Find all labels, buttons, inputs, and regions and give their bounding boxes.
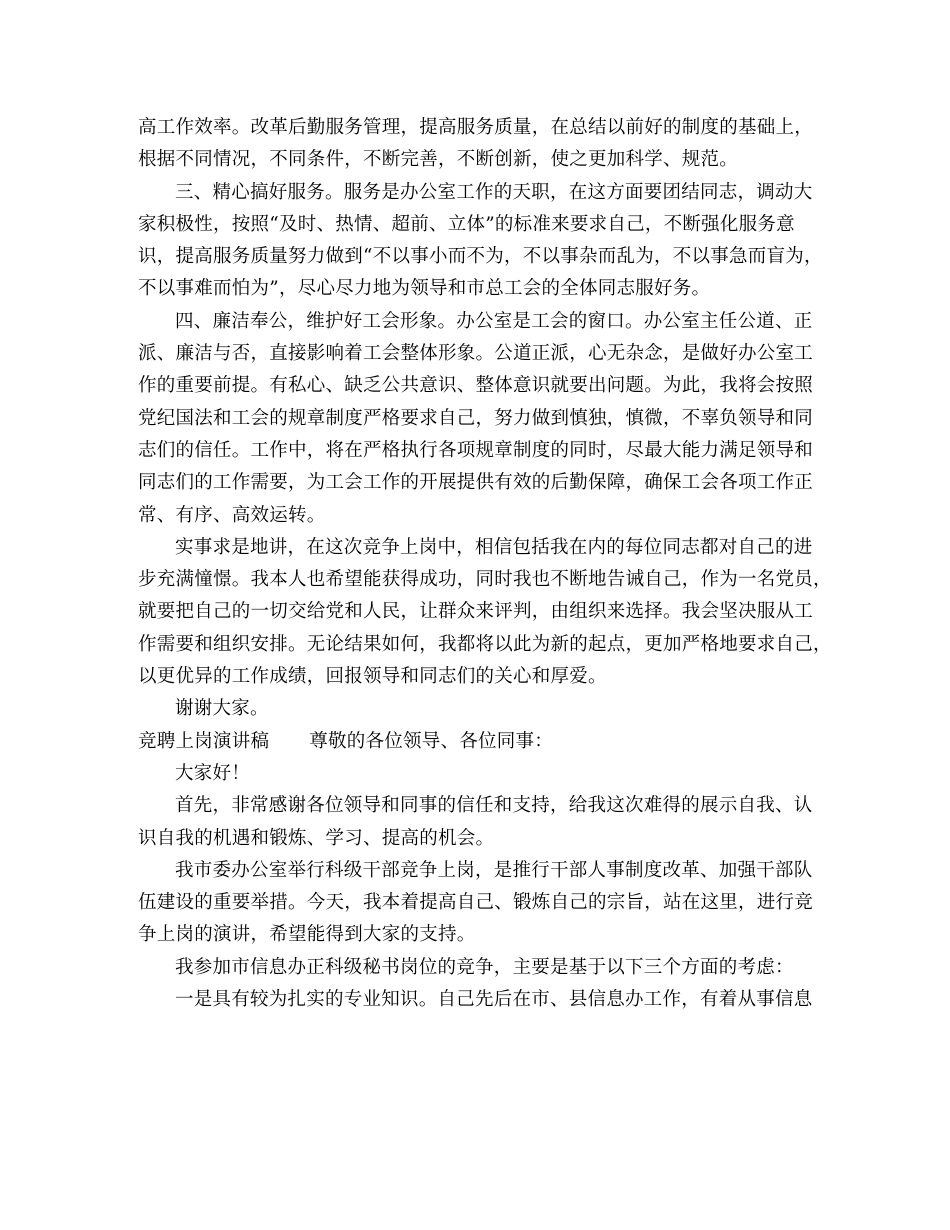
salutation: 尊敬的各位领导、各位同事：: [309, 730, 554, 752]
text-line: 首先，非常感谢各位领导和同事的信任和支持，给我这次难得的展示自我、认: [175, 795, 813, 817]
section-title: 竞聘上岗演讲稿: [138, 730, 270, 752]
text-line: 三、精心搞好服务。服务是办公室工作的天职，在这方面要团结同志，调动大: [175, 181, 813, 203]
text-line: 争上岗的演讲，希望能得到大家的支持。: [138, 924, 476, 946]
text-line: 伍建设的重要举措。今天，我本着提高自己、锻炼自己的宗旨，站在这里，进行竞: [138, 892, 814, 914]
text-line: 大家好！: [175, 762, 251, 784]
text-line: 实事求是地讲，在这次竞争上岗中，相信包括我在内的每位同志都对自己的进: [175, 536, 813, 558]
document-body: [138, 112, 832, 1016]
text-line: 作需要和组织安排。无论结果如何，我都将以此为新的起点，更加严格地要求自己，: [138, 633, 832, 655]
text-line: 常、有序、高效运转。: [138, 504, 326, 526]
text-line: 派、廉洁与否，直接影响着工会整体形象。公道正派，心无杂念，是做好办公室工: [138, 343, 814, 365]
text-line: 不以事难而怕为”，尽心尽力地为领导和市总工会的全体同志服好务。: [138, 278, 711, 300]
text-line: 四、廉洁奉公，维护好工会形象。办公室是工会的窗口。办公室主任公道、正: [175, 310, 813, 332]
text-line: 作的重要前提。有私心、缺乏公共意识、整体意识就要出问题。为此，我将会按照: [138, 375, 814, 397]
text-line: 谢谢大家。: [175, 698, 269, 720]
text-line: 党纪国法和工会的规章制度严格要求自己，努力做到慎独，慎微，不辜负领导和同: [138, 407, 814, 429]
text-line: 高工作效率。改革后勤服务管理，提高服务质量，在总结以前好的制度的基础上，: [138, 117, 814, 138]
text-line: 识，提高服务质量努力做到“不以事小而不为，不以事杂而乱为，不以事急而盲为，: [138, 246, 823, 268]
text-line: 同志们的工作需要，为工会工作的开展提供有效的后勤保障，确保工会各项工作正: [138, 472, 814, 494]
text-line: 家积极性，按照“及时、热情、超前、立体”的标准来要求自己，不断强化服务意: [138, 213, 795, 235]
text-line: 以更优异的工作成绩，回报领导和同志们的关心和厚爱。: [138, 666, 607, 688]
text-line: 识自我的机遇和锻炼、学习、提高的机会。: [138, 827, 495, 849]
text-line: 志们的信任。工作中，将在严格执行各项规章制度的同时，尽最大能力满足领导和: [138, 439, 814, 461]
title-line: [138, 726, 828, 758]
text-line: 就要把自己的一切交给党和人民，让群众来评判，由组织来选择。我会坚决服从工: [138, 601, 814, 623]
text-line: 我市委办公室举行科级干部竞争上岗，是推行干部人事制度改革、加强干部队: [175, 859, 813, 881]
text-line: 一是具有较为扎实的专业知识。自己先后在市、县信息办工作，有着从事信息: [175, 989, 813, 1011]
text-line: 根据不同情况，不同条件，不断完善，不断创新，使之更加科学、规范。: [138, 149, 739, 171]
text-line: 我参加市信息办正科级秘书岗位的竞争，主要是基于以下三个方面的考虑：: [175, 956, 794, 978]
text-line: 步充满憧憬。我本人也希望能获得成功，同时我也不断地告诫自己，作为一名党员，: [138, 569, 832, 591]
